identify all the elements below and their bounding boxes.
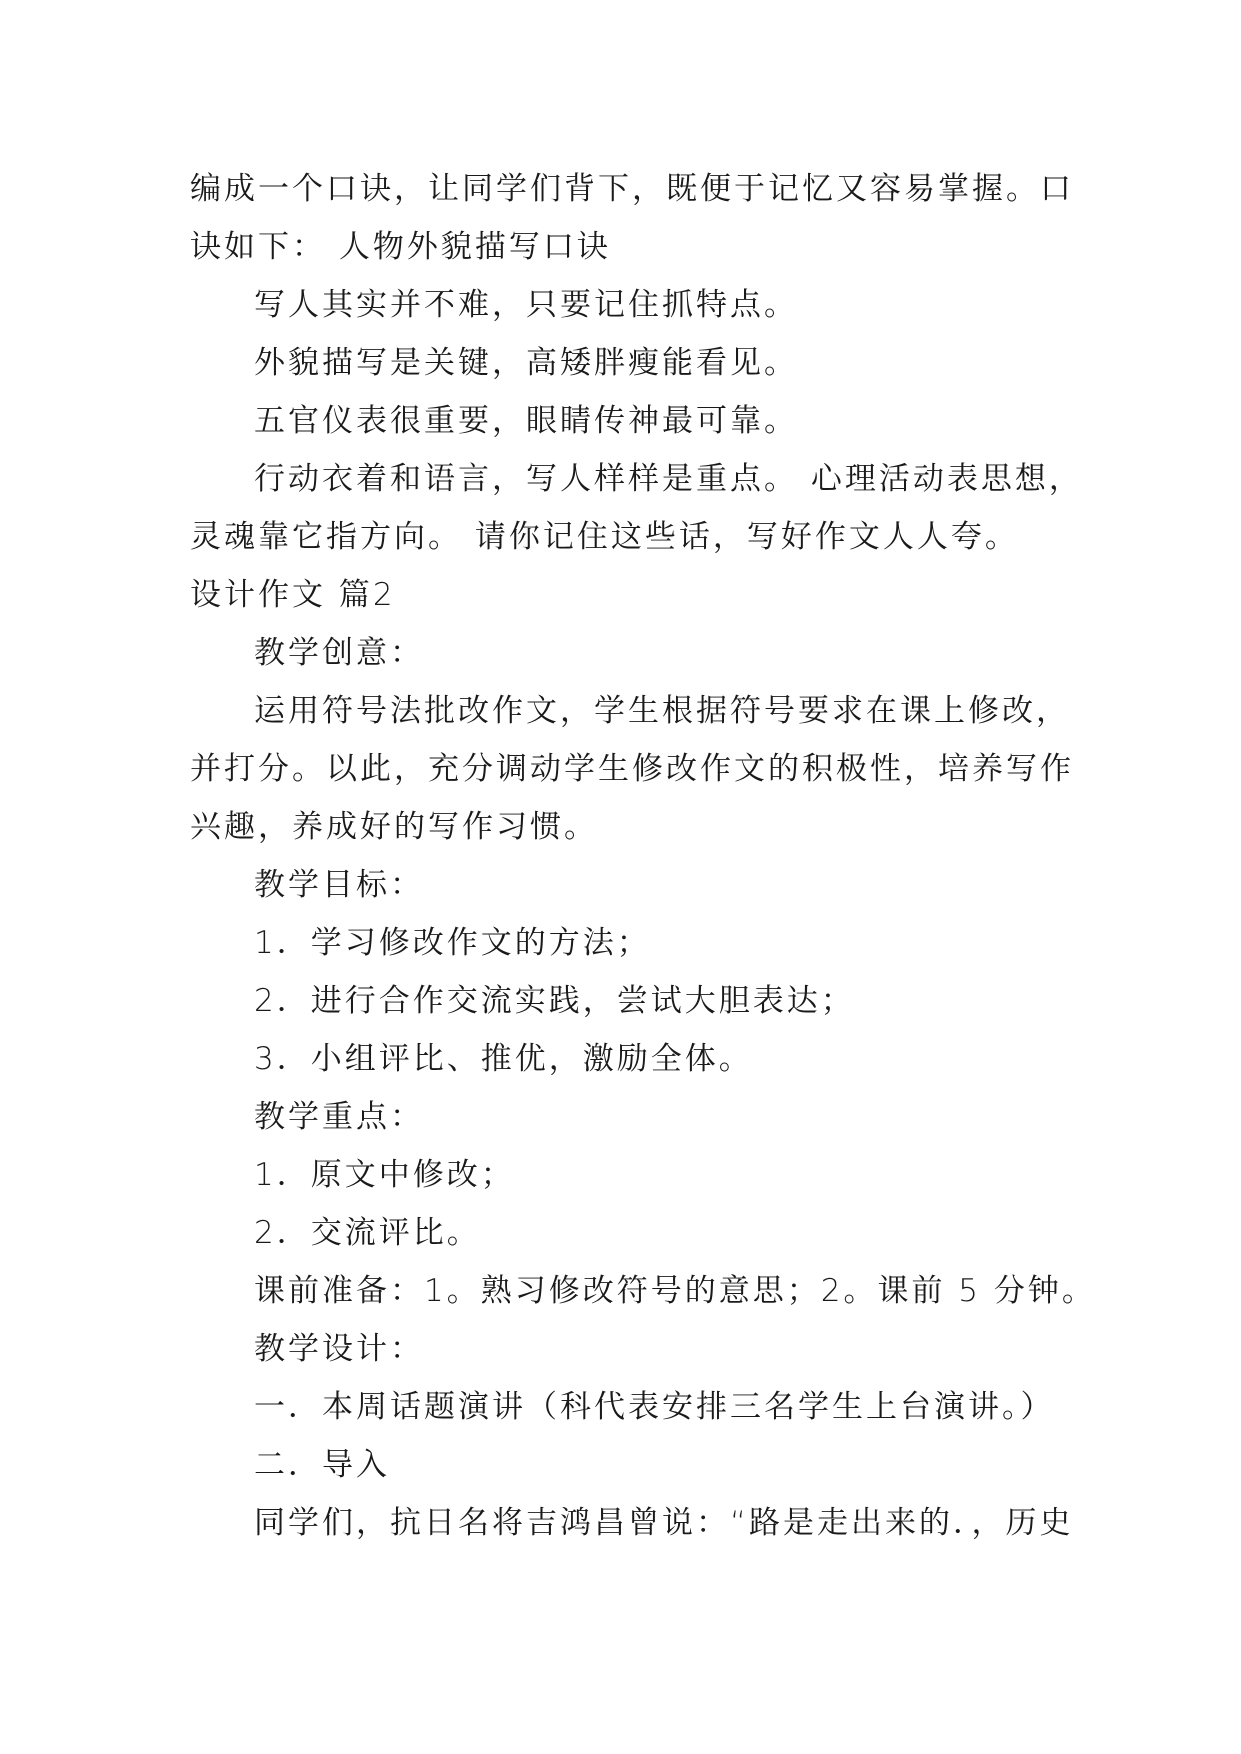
section-heading: 设计作文 篇2 bbox=[190, 577, 396, 613]
text-line: 兴趣，养成好的写作习惯。 bbox=[190, 809, 598, 845]
list-item: 一．本周话题演讲（科代表安排三名学生上台演讲。） bbox=[254, 1389, 1055, 1425]
text-line: 运用符号法批改作文，学生根据符号要求在课上修改， bbox=[254, 693, 1070, 729]
text-line: 教学目标： bbox=[254, 867, 424, 903]
text-line: 行动衣着和语言，写人样样是重点。 心理活动表思想， bbox=[254, 461, 1083, 497]
text-line: 教学创意： bbox=[254, 635, 424, 671]
text-line: 同学们，抗日名将吉鸿昌曾说：“路是走出来的．，历史 bbox=[254, 1505, 1074, 1541]
list-item: 2．交流评比。 bbox=[254, 1215, 481, 1251]
list-item: 2．进行合作交流实践，尝试大胆表达； bbox=[254, 983, 855, 1019]
list-item: 二．导入 bbox=[254, 1447, 390, 1483]
text-line: 课前准备：1。熟习修改符号的意思；2。课前 5 分钟。 bbox=[254, 1273, 1096, 1309]
text-line: 编成一个口诀，让同学们背下，既便于记忆又容易掌握。口 bbox=[190, 171, 1074, 207]
text-line: 教学重点： bbox=[254, 1099, 424, 1135]
text-line: 诀如下： 人物外貌描写口诀 bbox=[190, 229, 611, 265]
text-line: 并打分。以此，充分调动学生修改作文的积极性，培养写作 bbox=[190, 751, 1074, 787]
text-line: 外貌描写是关键，高矮胖瘦能看见。 bbox=[254, 345, 798, 381]
list-item: 3．小组评比、推优，激励全体。 bbox=[254, 1041, 753, 1077]
text-line: 五官仪表很重要，眼睛传神最可靠。 bbox=[254, 403, 798, 439]
text-line: 写人其实并不难，只要记住抓特点。 bbox=[254, 287, 798, 323]
list-item: 1．学习修改作文的方法； bbox=[254, 925, 651, 961]
document-body bbox=[190, 160, 1096, 1552]
text-line: 灵魂靠它指方向。 请你记住这些话，写好作文人人夸。 bbox=[190, 519, 1019, 555]
list-item: 1．原文中修改； bbox=[254, 1157, 515, 1193]
text-line: 教学设计： bbox=[254, 1331, 424, 1367]
